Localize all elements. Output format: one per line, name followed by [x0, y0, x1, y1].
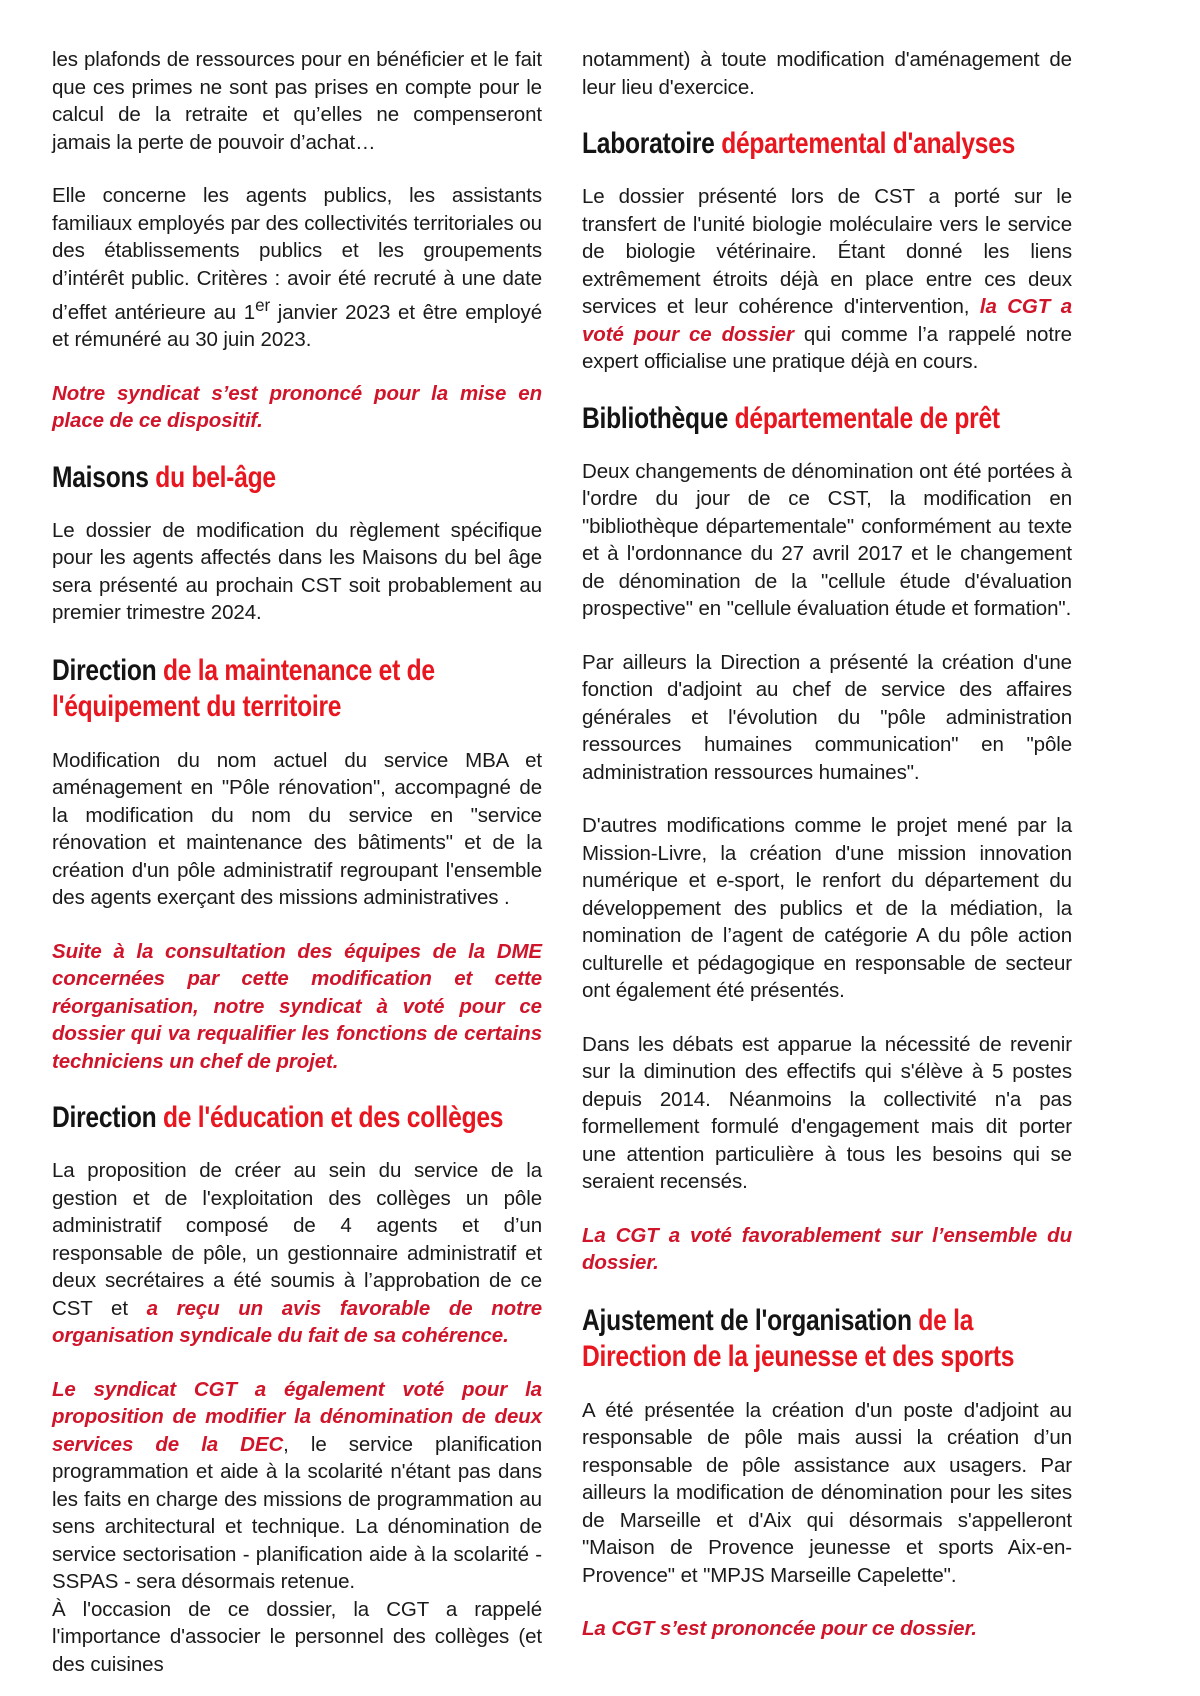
heading-direction-maintenance	[52, 653, 542, 725]
heading-bibliotheque-pret	[582, 402, 1072, 436]
right-column	[582, 46, 1072, 1669]
para-direction-fonction-adjoint: Par ailleurs la Direction a présenté la création d'une fonction d'adjoint au chef de service des affaires générales et l'évolution du "pôle administration ressources humaines communication" en "pôle administration ressources humaines".	[582, 650, 1072, 784]
heading-black-part: Bibliothèque	[582, 401, 735, 435]
heading-red-part: départemental d'analyses	[721, 127, 1016, 160]
para-deux-changements-denomination: Deux changements de dénomination ont été portées à l'ordre du jour de ce CST, la modification en "bibliothèque départementale" conformément au texte et à l'ordonnance du 27 avril 2017 et le changement de dénomination de la "cellule étude d'évaluation prospective" en "cellule évaluation étude et formation".	[582, 459, 1072, 620]
heading-black-part: Ajustement de l'organisation	[582, 1303, 919, 1337]
para-syndicat-cgt-denomination: Le syndicat CGT a également voté pour la proposition de modifier la dénomination de deux services de la DEC, le service planification programmation et aide à la scolarité n'étant pas dans les faits en charge des missions de programmation au sens architectural et technique. La dénomination de service sectorisation - planification aide à la scolarité - SSPAS - sera désormais retenue.	[52, 1377, 543, 1594]
heading-black-part: Direction	[52, 653, 163, 687]
heading-black-part: Maisons	[52, 460, 156, 494]
para-maisons-bel-age: Le dossier de modification du règlement spécifique pour les agents affectés dans les Maisons du bel âge sera présenté au prochain CST soit probablement au premier trimestre 2024.	[52, 518, 542, 625]
emphasis-cgt-vote-favorablement: La CGT a voté favorablement sur l’ensemble du dossier.	[582, 1223, 1072, 1274]
heading-ajustement-organisation	[582, 1303, 1072, 1375]
para-laboratoire-dossier: Le dossier présenté lors de CST a porté sur le transfert de l'unité biologie moléculaire vers le service de biologie vétérinaire. Étant donné les liens extrêmement étroits déjà en place entre ces deux services et leur cohérence d'intervention, la CGT a voté pour ce dossier qui comme l’a rappelé notre expert officialise une pratique déjà en cours.	[582, 185, 1072, 373]
heading-direction-education	[52, 1101, 542, 1135]
heading-red-part: de la maintenance et de l'équipement du territoire	[52, 653, 435, 723]
emphasis-syndicat-prononce: Notre syndicat s’est prononcé pour la mise en place de ce dispositif.	[52, 381, 542, 433]
heading-maisons-bel-age	[52, 461, 542, 495]
heading-black-part: Laboratoire	[582, 127, 722, 160]
para-modification-mba: Modification du nom actuel du service MBA et aménagement en "Pôle rénovation", accompagné de la modification du nom du service en "service rénovation et maintenance des bâtiments" et de la création d'un pôle administratif regroupant l'ensemble des agents exerçant des missions administratives .	[52, 748, 542, 910]
para-agents-publics: Elle concerne les agents publics, les assistants familiaux employés par des collectivités territoriales ou des établissements publics et les groupements d’intérêt public. Critères : avoir été recruté à une date d’effet antérieure au 1er janvier 2023 et être employé et rémunéré au 30 juin 2023.	[52, 184, 542, 352]
heading-red-part: du bel-âge	[155, 460, 276, 494]
para-creation-poste-adjoint: A été présentée la création d'un poste d'adjoint au responsable de pôle mais aussi la création d’un responsable de pôle assistance aux usagers. Par ailleurs la modification de dénomination pour les sites de Marseille et d'Aix qui désormais s'appelleront "Maison de Provence jeunesse et sports Aix-en-Provence" et "MPJS Marseille Capelette".	[582, 1398, 1072, 1587]
heading-red-part: de l'éducation et des collèges	[162, 1101, 504, 1135]
emphasis-cgt-prononcee-dossier: La CGT s’est prononcée pour ce dossier.	[582, 1617, 977, 1640]
heading-black-part: Direction	[52, 1101, 163, 1135]
para-plafonds-ressources: les plafonds de ressources pour en bénéficier et le fait que ces primes ne sont pas prises en compte pour le calcul de la retraite et qu’elles ne compenseront jamais la perte de pouvoir d’achat…	[52, 48, 542, 154]
para-debats-diminution-effectifs: Dans les débats est apparue la nécessité de revenir sur la diminution des effectifs qui s'élève à 5 postes depuis 2014. Néanmoins la collectivité n'a pas formellement formulé d'engagement mais dit porter une attention particulière à tous les besoins qui se seraient recensés.	[582, 1032, 1072, 1193]
two-column-layout	[52, 46, 1160, 1678]
para-occasion-dossier-colleges: À l'occasion de ce dossier, la CGT a rappelé l'importance d'associer le personnel des collèges (et des cuisines	[52, 1597, 542, 1676]
para-notamment-amenagement: notamment) à toute modification d'aménagement de leur lieu d'exercice.	[582, 48, 1072, 99]
emphasis-consultation-dme: Suite à la consultation des équipes de la DME concernées par cette modification et cette réorganisation, notre syndicat à voté pour ce dossier qui va requalifier les fonctions de certains techniciens un chef de projet.	[52, 939, 542, 1073]
heading-laboratoire-analyses	[582, 127, 1072, 161]
heading-red-part: départementale de prêt	[734, 401, 1000, 435]
para-autres-modifications: D'autres modifications comme le projet mené par la Mission-Livre, la création d'une mission innovation numérique et e-sport, le renfort du département du développement des publics et de la médiation, la nomination de l’agent de catégorie A du pôle action culturelle et pédagogique en responsable de secteur ont également été présentés.	[582, 814, 1072, 1002]
heading-red-part: de la Direction de la jeunesse et des sports	[582, 1303, 1015, 1373]
left-column	[52, 46, 542, 1678]
para-proposition-creer-pole: La proposition de créer au sein du service de la gestion et de l'exploitation des collèges un pôle administratif composé de 4 agents et d’un responsable de pôle, un gestionnaire administratif et deux secrétaires a été soumis à l’approbation de ce CST et a reçu un avis favorable de notre organisation syndicale du fait de sa cohérence.	[52, 1159, 543, 1348]
